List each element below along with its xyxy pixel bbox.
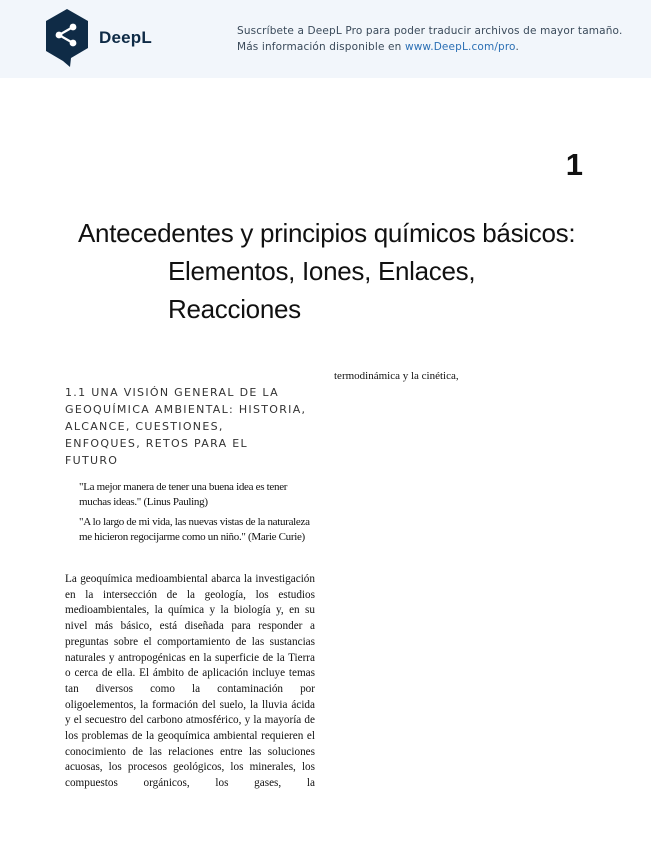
promo-line-2 — [237, 39, 622, 55]
epigraph-curie: "A lo largo de mi vida, las nuevas vistas de la naturaleza me hicieron regocijarme como un niño." (Marie Curie) — [79, 516, 310, 543]
promo-suffix: . — [515, 41, 519, 53]
section-heading-line: ENFOQUES, RETOS PARA EL — [65, 437, 248, 450]
chapter-title-line-1: Antecedentes y principios químicos básicos: — [78, 218, 576, 248]
section-heading-line: GEOQUÍMICA AMBIENTAL: HISTORIA, — [65, 403, 307, 416]
section-heading-line: ALCANCE, CUESTIONES, — [65, 420, 224, 433]
right-column-fragment: termodinámica y la cinética, — [334, 370, 459, 382]
deepl-banner — [0, 0, 651, 78]
logo-text: DeepL — [99, 28, 152, 47]
promo-prefix: Más información disponible en — [237, 41, 405, 53]
section-heading-line: 1.1 UNA VISIÓN GENERAL DE LA — [65, 386, 279, 399]
deepl-logo[interactable] — [44, 8, 152, 68]
chapter-number: 1 — [565, 147, 583, 182]
epigraph-pauling: "La mejor manera de tener una buena idea es tener muchas ideas." (Linus Pauling) — [79, 481, 288, 508]
promo-line-1: Suscríbete a DeepL Pro para poder traducir archivos de mayor tamaño. — [237, 25, 623, 37]
chapter-title-line-2: Elementos, Iones, Enlaces, — [168, 256, 476, 286]
pro-link[interactable]: www.DeepL.com/pro — [404, 41, 516, 53]
body-paragraph: La geoquímica medioambiental abarca la investigación en la intersección de la geología, los estudios medioambientales, la química y la biología y, en su nivel más básico, está diseñada para responder a preguntas sobre el comportamiento de las sustancias naturales y antropogénicas en la superficie de la Tierra o cerca de ella. El ámbito de aplicación incluye temas tan diversos como la contaminación por oligoelementos, la formación del suelo, la lluvia ácida y el secuestro del carbono atmosférico, y la mayoría de los problemas de la geoquímica ambiental requieren el conocimiento de las relaciones entre las soluciones acuosas, los procesos geológicos, los minerales, los compuestos orgánicos, los gases, la — [65, 573, 315, 790]
chapter-title — [78, 214, 618, 328]
section-heading-line: FUTURO — [65, 454, 119, 467]
pro-promo — [237, 23, 622, 55]
deepl-logo-icon — [44, 8, 90, 68]
section-heading — [65, 384, 325, 469]
chapter-title-line-3: Reacciones — [168, 294, 301, 324]
